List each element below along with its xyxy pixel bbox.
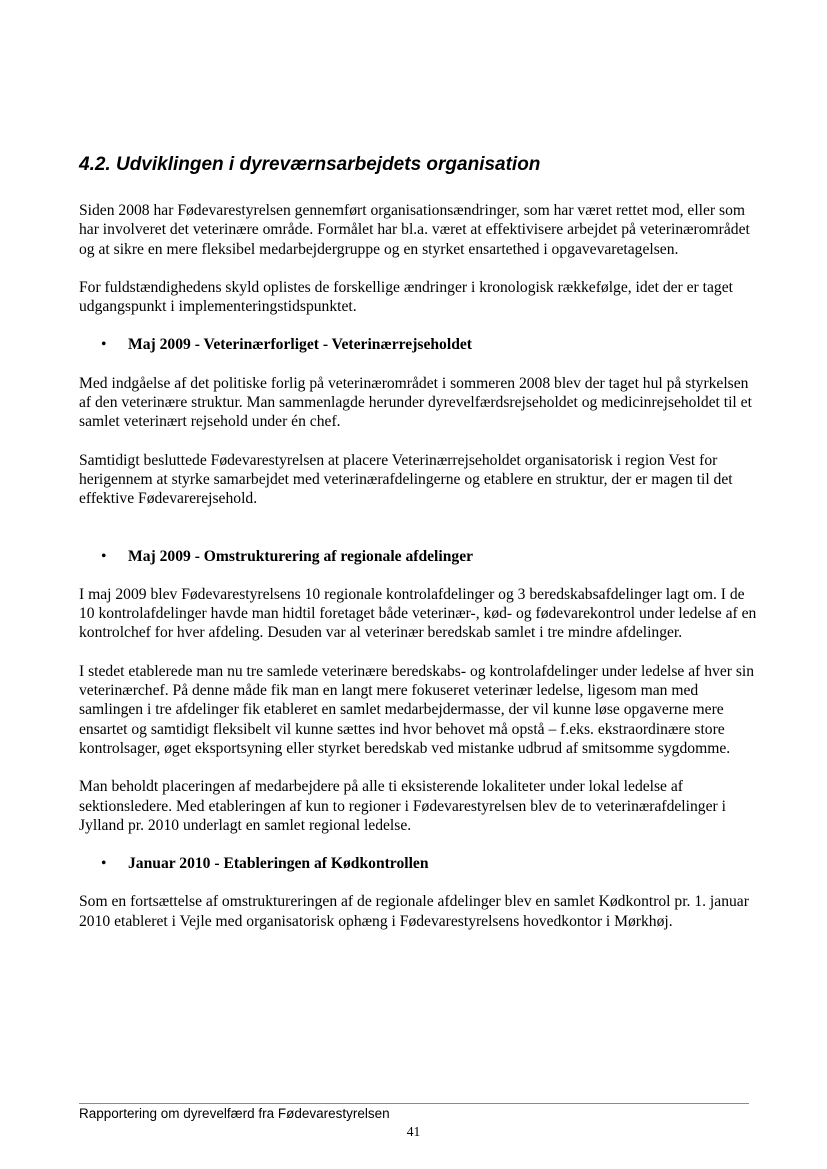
bullet-marker: • — [101, 336, 107, 354]
section-3-paragraph-1: Som en fortsættelse af omstruktureringen af de regionale afdelinger blev en samlet Kødkontrol pr. 1. januar 2010 etableret i Vejle med organisatorisk ophæng i Fødevarestyrelsens hovedkontor i Mørkhøj. — [79, 893, 749, 930]
bullet-heading-text: Maj 2009 - Veterinærforliget - Veterinærrejseholdet — [128, 336, 472, 354]
bullet-heading-koedkontrollen — [79, 854, 759, 873]
section-heading: 4.2. Udviklingen i dyreværnsarbejdets organisation — [79, 154, 541, 175]
bullet-heading-veterinaerforliget — [79, 335, 759, 354]
section-1-paragraph-1: Med indgåelse af det politiske forlig på veterinærområdet i sommeren 2008 blev der taget hul på styrkelsen af den veterinære struktur. Man sammenlagde herunder dyrevelfærdsrejseholdet og medicinrejseholdet til et samlet veterinært rejsehold under én chef. — [79, 374, 752, 431]
footer-title: Rapportering om dyrevelfærd fra Fødevarestyrelsen — [79, 1106, 390, 1121]
page-number: 41 — [406, 1124, 421, 1139]
bullet-heading-text: Maj 2009 - Omstrukturering af regionale afdelinger — [128, 547, 474, 565]
intro-paragraph-2: For fuldstændighedens skyld oplistes de forskellige ændringer i kronologisk rækkefølge, idet der er taget udgangspunkt i implementeringstidspunktet. — [79, 278, 733, 316]
section-2-paragraph-2: I stedet etablerede man nu tre samlede veterinære beredskabs- og kontrolafdelinger under ledelse af hver sin veterinærchef. På denne måde fik man en langt mere fokuseret veterinær ledelse, ligesom man med samlingen i tre afdelinger fik etableret en samlet medarbejdermasse, der vil kunne løse opgaverne mere ensartet og samtidigt fleksibelt vil kunne sættes ind hvor behovet må opstå – f.eks. ekstraordinære store kontrolsager, øget eksportsyning eller styrket beredskab ved mistanke udbrud af smitsomme sygdomme. — [79, 662, 755, 757]
bullet-marker: • — [101, 547, 107, 565]
bullet-heading-omstrukturering — [79, 547, 759, 566]
intro-paragraph-1: Siden 2008 har Fødevarestyrelsen gennemført organisationsændringer, som har været rettet mod, eller som har involveret det veterinære område. Formålet har bl.a. været at effektivisere arbejdet på veterinærområdet og at sikre en mere fleksibel medarbejdergruppe og en styrket ensartethed i opgavevaretagelsen. — [79, 202, 750, 258]
section-2-paragraph-3: Man beholdt placeringen af medarbejdere på alle ti eksisterende lokaliteter under lokal ledelse af sektionsledere. Med etableringen af kun to regioner i Fødevarestyrelsen blev de to veterinærafdelinger i Jylland pr. 2010 underlagt en samlet regional ledelse. — [79, 778, 726, 834]
footer-divider — [79, 1103, 749, 1104]
section-2-paragraph-1: I maj 2009 blev Fødevarestyrelsens 10 regionale kontrolafdelinger og 3 beredskabsafdelinger lagt om. I de 10 kontrolafdelinger havde man hidtil foretaget både veterinær-, kød- og fødevarekontrol under ledelse af en kontrolchef for hver afdeling. Desuden var al veterinær beredskab samlet i tre mindre afdelinger. — [79, 585, 757, 642]
bullet-heading-text: Januar 2010 - Etableringen af Kødkontrollen — [128, 855, 429, 873]
section-1-paragraph-2: Samtidigt besluttede Fødevarestyrelsen at placere Veterinærrejseholdet organisatorisk i region Vest for herigennem at styrke samarbejdet med veterinærafdelingerne og etablere en struktur, der er magen til det effektive Fødevarerejsehold. — [79, 451, 733, 508]
body-text — [79, 201, 759, 931]
bullet-marker: • — [101, 855, 107, 873]
